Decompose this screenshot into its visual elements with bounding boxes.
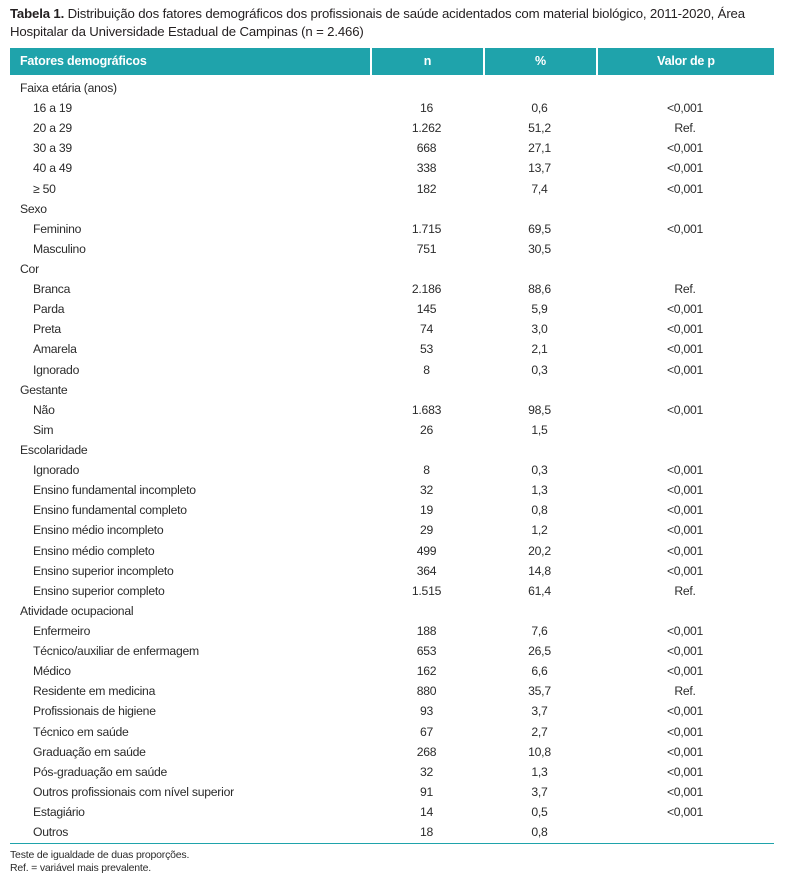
row-group (10, 380, 774, 440)
row-p-value: <0,001 (666, 784, 704, 799)
row-percent: 7,6 (531, 623, 548, 638)
row-p-value: Ref. (674, 121, 696, 136)
empty-cell (596, 440, 774, 460)
row-n: 364 (416, 563, 437, 578)
group-title: Sexo (20, 201, 47, 216)
table-row (10, 400, 774, 420)
row-percent: 6,6 (531, 664, 548, 679)
row-group (10, 199, 774, 259)
group-title: Escolaridade (20, 442, 88, 457)
row-percent: 0,8 (531, 503, 548, 518)
table-row (10, 158, 774, 178)
row-label: Sim (33, 422, 54, 437)
table-bottom-rule (10, 843, 774, 844)
empty-cell (596, 199, 774, 219)
group-title: Atividade ocupacional (20, 603, 134, 618)
row-n: 182 (416, 181, 437, 196)
row-label: Outros profissionais com nível superior (33, 784, 234, 799)
group-header-row (10, 601, 774, 621)
row-p-value: <0,001 (666, 342, 704, 357)
row-label: Técnico em saúde (33, 724, 129, 739)
table-row (10, 138, 774, 158)
row-n: 14 (419, 804, 434, 819)
row-p-value (596, 822, 774, 842)
row-label: Enfermeiro (33, 623, 91, 638)
empty-cell (483, 78, 596, 98)
row-label: Técnico/auxiliar de enfermagem (33, 644, 199, 659)
row-p-value: <0,001 (666, 563, 704, 578)
row-p-value: <0,001 (666, 221, 704, 236)
row-p-value: Ref. (674, 583, 696, 598)
row-label: Ensino superior incompleto (33, 563, 174, 578)
row-p-value: Ref. (674, 684, 696, 699)
row-p-value: <0,001 (666, 503, 704, 518)
row-n: 29 (419, 523, 434, 538)
row-label: 20 a 29 (33, 121, 72, 136)
empty-cell (483, 199, 596, 219)
row-p-value: <0,001 (666, 804, 704, 819)
header-factor: Fatores demográficos (20, 54, 147, 68)
table-row (10, 98, 774, 118)
row-label: Ensino médio incompleto (33, 523, 164, 538)
table-row (10, 239, 774, 259)
empty-cell (596, 380, 774, 400)
row-n: 188 (416, 623, 437, 638)
row-n: 880 (416, 684, 437, 699)
row-percent: 26,5 (528, 644, 551, 659)
row-n: 1.515 (411, 583, 442, 598)
row-percent: 0,5 (531, 804, 548, 819)
row-label: Parda (33, 302, 65, 317)
group-title: Cor (20, 261, 39, 276)
row-label: Ensino fundamental incompleto (33, 483, 196, 498)
table-row (10, 319, 774, 339)
group-header-row (10, 380, 774, 400)
table-row (10, 179, 774, 199)
footnote-ref: Ref. = variável mais prevalente. (10, 862, 151, 874)
footnote-test: Teste de igualdade de duas proporções. (10, 849, 190, 861)
table-row (10, 802, 774, 822)
row-n: 1.715 (411, 221, 442, 236)
row-p-value: <0,001 (666, 523, 704, 538)
row-percent: 14,8 (528, 563, 551, 578)
table-row (10, 460, 774, 480)
group-header-row (10, 78, 774, 98)
row-percent: 0,8 (531, 825, 548, 840)
row-label: Preta (33, 322, 61, 337)
group-header-row (10, 199, 774, 219)
caption-label: Tabela 1. (10, 6, 65, 21)
table-row (10, 621, 774, 641)
table-row (10, 420, 774, 440)
row-n: 751 (416, 241, 437, 256)
row-n: 2.186 (411, 282, 442, 297)
row-percent: 27,1 (528, 141, 551, 156)
row-p-value: <0,001 (666, 463, 704, 478)
row-label: Graduação em saúde (33, 744, 146, 759)
row-percent: 1,5 (531, 422, 548, 437)
row-p-value (596, 420, 774, 440)
empty-cell (370, 78, 483, 98)
row-percent: 3,0 (531, 322, 548, 337)
row-label: ≥ 50 (33, 181, 56, 196)
table-row (10, 339, 774, 359)
row-n: 8 (423, 362, 430, 377)
row-p-value: <0,001 (666, 744, 704, 759)
row-n: 32 (419, 483, 434, 498)
table-caption (10, 5, 778, 41)
table-row (10, 701, 774, 721)
row-percent: 35,7 (528, 684, 551, 699)
row-p-value: <0,001 (666, 704, 704, 719)
row-percent: 61,4 (528, 583, 551, 598)
row-percent: 3,7 (531, 784, 548, 799)
row-percent: 69,5 (528, 221, 551, 236)
row-label: Pós-graduação em saúde (33, 764, 168, 779)
empty-cell (370, 199, 483, 219)
row-label: Masculino (33, 241, 86, 256)
row-p-value: <0,001 (666, 543, 704, 558)
table-row (10, 581, 774, 601)
group-title: Faixa etária (anos) (20, 81, 117, 95)
row-percent: 1,2 (531, 523, 548, 538)
row-percent: 20,2 (528, 543, 551, 558)
row-label: Ignorado (33, 362, 80, 377)
row-n: 93 (419, 704, 434, 719)
row-label: Residente em medicina (33, 684, 156, 699)
row-percent: 7,4 (531, 181, 548, 196)
table-row (10, 219, 774, 239)
empty-cell (370, 259, 483, 279)
table-footnotes (10, 849, 774, 875)
row-percent: 1,3 (531, 483, 548, 498)
row-percent: 1,3 (531, 764, 548, 779)
table-row (10, 561, 774, 581)
table-row (10, 480, 774, 500)
empty-cell (483, 380, 596, 400)
row-n: 53 (419, 342, 434, 357)
row-n: 67 (419, 724, 434, 739)
row-percent: 0,3 (531, 362, 548, 377)
row-percent: 2,7 (531, 724, 548, 739)
row-percent: 88,6 (528, 282, 551, 297)
table-row (10, 641, 774, 661)
table-header (10, 48, 774, 75)
table-row (10, 360, 774, 380)
row-group (10, 440, 774, 601)
row-percent: 0,3 (531, 463, 548, 478)
row-p-value: <0,001 (666, 322, 704, 337)
row-group (10, 601, 774, 842)
row-p-value: <0,001 (666, 101, 704, 116)
group-header-row (10, 440, 774, 460)
row-percent: 98,5 (528, 402, 551, 417)
row-label: Feminino (33, 221, 82, 236)
empty-cell (483, 601, 596, 621)
row-label: Não (33, 402, 55, 417)
table-row (10, 520, 774, 540)
row-percent: 51,2 (528, 121, 551, 136)
table-row (10, 762, 774, 782)
row-n: 16 (419, 101, 434, 116)
table-row (10, 742, 774, 762)
row-percent: 10,8 (528, 744, 551, 759)
group-title: Gestante (20, 382, 68, 397)
header-n: n (370, 48, 483, 75)
row-p-value: <0,001 (666, 644, 704, 659)
row-percent: 0,6 (531, 101, 548, 116)
row-n: 268 (416, 744, 437, 759)
header-p-value: Valor de p (596, 48, 774, 75)
row-p-value: <0,001 (666, 302, 704, 317)
row-label: Branca (33, 282, 71, 297)
row-n: 91 (419, 784, 434, 799)
empty-cell (370, 380, 483, 400)
table-row (10, 279, 774, 299)
row-label: Ensino fundamental completo (33, 503, 187, 518)
row-p-value: <0,001 (666, 402, 704, 417)
row-label: Amarela (33, 342, 77, 357)
row-n: 26 (419, 422, 434, 437)
row-n: 32 (419, 764, 434, 779)
row-group (10, 259, 774, 380)
row-label: Profissionais de higiene (33, 704, 156, 719)
row-n: 8 (423, 463, 430, 478)
row-n: 1.262 (411, 121, 442, 136)
empty-cell (483, 440, 596, 460)
row-n: 145 (416, 302, 437, 317)
row-p-value: <0,001 (666, 141, 704, 156)
table-row (10, 722, 774, 742)
row-p-value: <0,001 (666, 181, 704, 196)
row-p-value: <0,001 (666, 483, 704, 498)
empty-cell (370, 601, 483, 621)
row-label: Ensino superior completo (33, 583, 165, 598)
table-row (10, 661, 774, 681)
row-p-value: <0,001 (666, 764, 704, 779)
row-percent: 2,1 (531, 342, 548, 357)
row-n: 74 (419, 322, 434, 337)
row-n: 653 (416, 644, 437, 659)
empty-cell (370, 440, 483, 460)
row-n: 338 (416, 161, 437, 176)
row-percent: 30,5 (528, 241, 551, 256)
empty-cell (596, 259, 774, 279)
row-n: 499 (416, 543, 437, 558)
table-body (10, 78, 774, 842)
table-row (10, 299, 774, 319)
empty-cell (596, 601, 774, 621)
row-p-value: Ref. (674, 282, 696, 297)
empty-cell (596, 78, 774, 98)
group-header-row (10, 259, 774, 279)
row-label: Ignorado (33, 463, 80, 478)
row-n: 18 (419, 825, 434, 840)
row-label: Médico (33, 664, 71, 679)
row-n: 668 (416, 141, 437, 156)
row-percent: 13,7 (528, 161, 551, 176)
header-percent: % (483, 48, 596, 75)
row-p-value (596, 239, 774, 259)
row-label: Outros (33, 825, 69, 840)
row-p-value: <0,001 (666, 161, 704, 176)
row-percent: 5,9 (531, 302, 548, 317)
row-n: 162 (416, 664, 437, 679)
caption-text: Distribuição dos fatores demográficos dos profissionais de saúde acidentados com material biológico, 2011-2020, Área Hospitalar da Universidade Estadual de Campinas (n = 2.466) (10, 6, 745, 39)
empty-cell (483, 259, 596, 279)
row-label: Estagiário (33, 804, 85, 819)
row-group (10, 78, 774, 199)
table-row (10, 500, 774, 520)
row-p-value: <0,001 (666, 724, 704, 739)
table-row (10, 681, 774, 701)
row-p-value: <0,001 (666, 623, 704, 638)
table-row (10, 118, 774, 138)
row-label: 16 a 19 (33, 101, 72, 116)
table-row (10, 541, 774, 561)
row-percent: 3,7 (531, 704, 548, 719)
row-n: 1.683 (411, 402, 442, 417)
row-label: 30 a 39 (33, 141, 72, 156)
table-row (10, 782, 774, 802)
table-row (10, 822, 774, 842)
row-p-value: <0,001 (666, 362, 704, 377)
row-n: 19 (419, 503, 434, 518)
row-label: 40 a 49 (33, 161, 72, 176)
row-p-value: <0,001 (666, 664, 704, 679)
row-label: Ensino médio completo (33, 543, 155, 558)
